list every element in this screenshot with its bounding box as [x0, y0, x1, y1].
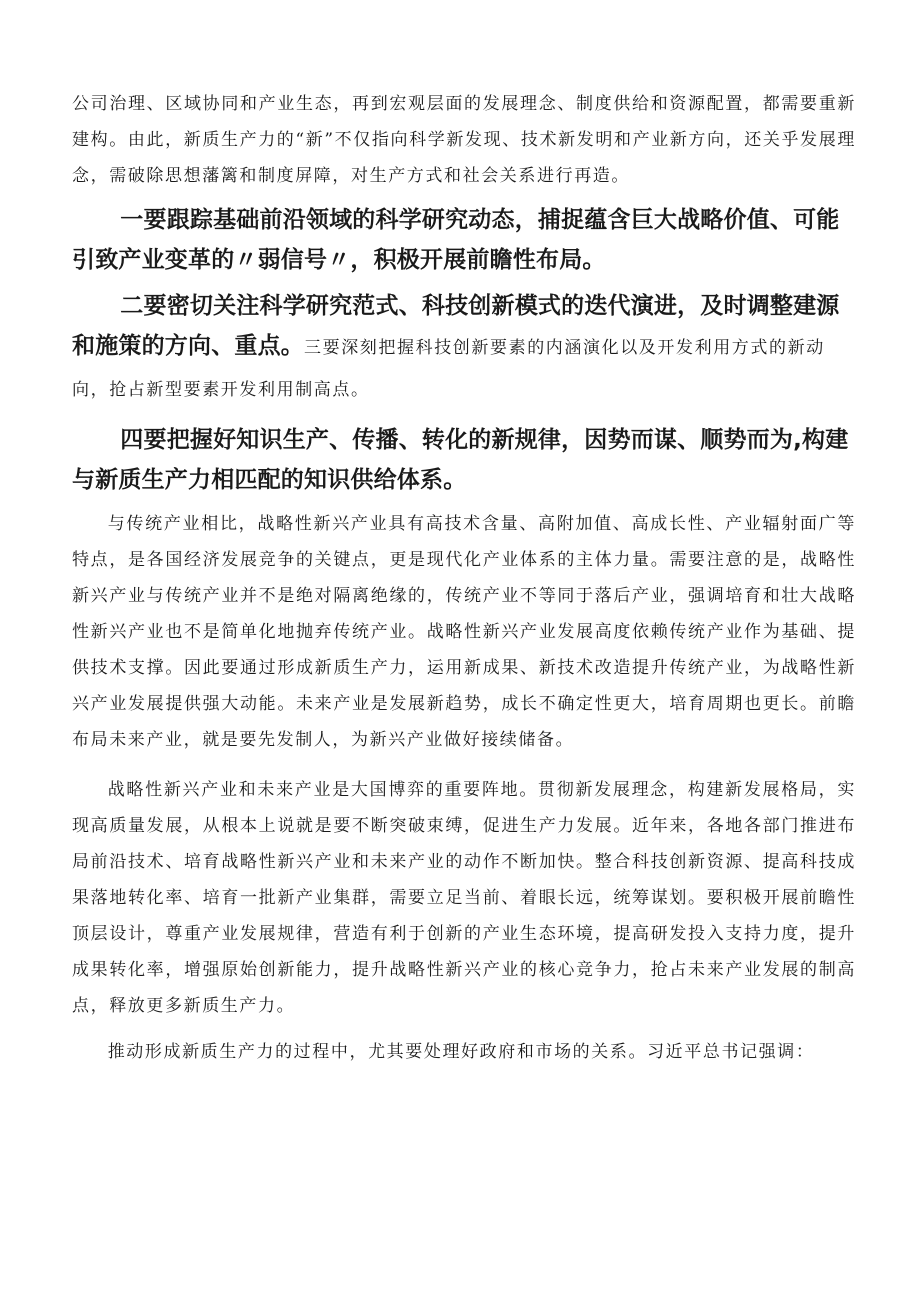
heading-2: [72, 286, 856, 410]
heading-3: 四要把握好知识生产、传播、转化的新规律，因势而谋、顺势而为,构建与新质生产力相匹配的知识供给体系。: [72, 427, 849, 493]
heading-2-normal: 三要深刻把握科技创新要素的内涵演化以及开发利用方式的新动向，抢占新型要素开发利用制高点。: [72, 338, 825, 400]
document-page: [72, 86, 856, 1070]
paragraph-3: 战略性新兴产业和未来产业是大国博弈的重要阵地。贯彻新发展理念，构建新发展格局，实现高质量发展，从根本上说就是要不断突破束缚，促进生产力发展。近年来，各地各部门推进布局前沿技术、培育战略性新兴产业和未来产业的动作不断加快。整合科技创新资源、提高科技成果落地转化率、培育一批新产业集群，需要立足当前、着眼长远，统筹谋划。要积极开展前瞻性顶层设计，尊重产业发展规律，营造有利于创新的产业生态环境，提高研发投入支持力度，提升成果转化率，增强原始创新能力，提升战略性新兴产业的核心竞争力，抢占未来产业发展的制高点，释放更多新质生产力。: [72, 780, 856, 1016]
heading-1: 一要跟踪基础前沿领域的科学研究动态，捕捉蕴含巨大战略价值、可能引致产业变革的〃弱信号〃，积极开展前瞻性布局。: [72, 207, 840, 273]
heading-2-bold: 二要密切关注科学研究范式、科技创新模式的迭代演进，及时调整建源和施策的方向、重点。: [72, 293, 840, 359]
paragraph-4: 推动形成新质生产力的过程中，尤其要处理好政府和市场的关系。习近平总书记强调：: [107, 1042, 815, 1062]
paragraph-2: 与传统产业相比，战略性新兴产业具有高技术含量、高附加值、高成长性、产业辐射面广等特点，是各国经济发展竞争的关键点，更是现代化产业体系的主体力量。需要注意的是，战略性新兴产业与传统产业并不是绝对隔离绝缘的，传统产业不等同于落后产业，强调培育和壮大战略性新兴产业也不是简单化地抛弃传统产业。战略性新兴产业发展高度依赖传统产业作为基础、提供技术支撑。因此要通过形成新质生产力，运用新成果、新技术改造提升传统产业，为战略性新兴产业发展提供强大动能。未来产业是发展新趋势，成长不确定性更大，培育周期也更长。前瞻布局未来产业，就是要先发制人，为新兴产业做好接续储备。: [72, 514, 856, 750]
paragraph-1: 公司治理、区域协同和产业生态，再到宏观层面的发展理念、制度供给和资源配置，都需要重新建构。由此，新质生产力的“新”不仅指向科学新发现、技术新发明和产业新方向，还关乎发展理念，需破除思想藩篱和制度屏障，对生产方式和社会关系进行再造。: [72, 94, 856, 186]
